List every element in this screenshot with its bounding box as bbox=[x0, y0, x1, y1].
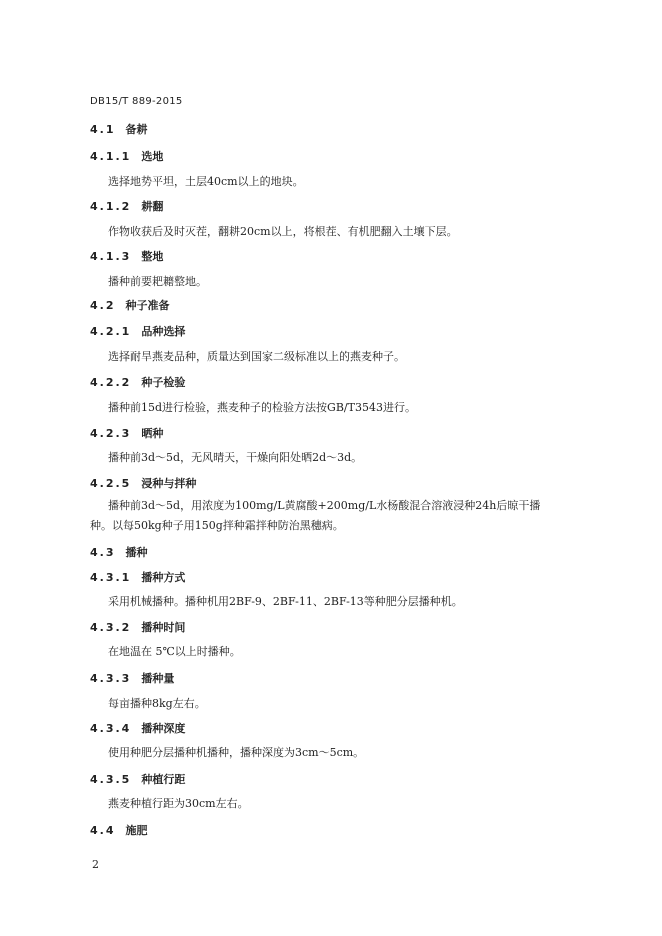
document-code: DB15/T 889-2015 bbox=[90, 96, 183, 107]
section-title: 种子检验 bbox=[141, 376, 186, 389]
section-title: 播种时间 bbox=[141, 621, 186, 634]
paragraph-4-3-4: 使用种肥分层播种机播种，播种深度为3cm～5cm。 bbox=[108, 746, 365, 759]
section-number: 4.1.3 bbox=[90, 250, 132, 263]
section-heading-4-2-1 bbox=[90, 326, 185, 337]
section-number: 4.2.3 bbox=[90, 427, 132, 440]
section-heading-4-2-2 bbox=[90, 377, 185, 388]
section-number: 4.3.5 bbox=[90, 773, 132, 786]
section-heading-4-2-5 bbox=[90, 478, 196, 489]
section-heading-4-1-3 bbox=[90, 251, 163, 262]
section-number: 4.3.1 bbox=[90, 571, 132, 584]
paragraph-4-2-5: 播种前3d～5d，用浓度为100mg/L黄腐酸+200mg/L水杨酸混合溶液浸种24h后晾干播种。以每50kg种子用150g拌种霜拌种防治黑穗病。 bbox=[90, 499, 541, 532]
paragraph-4-3-2: 在地温在 5℃以上时播种。 bbox=[108, 645, 241, 658]
paragraph-4-3-5: 燕麦种植行距为30cm左右。 bbox=[108, 797, 249, 810]
section-heading-4-1 bbox=[90, 124, 148, 135]
section-number: 4.2.5 bbox=[90, 477, 132, 490]
section-heading-4-3-4 bbox=[90, 723, 185, 734]
section-heading-4-2-3 bbox=[90, 428, 163, 439]
section-number: 4.1.1 bbox=[90, 150, 132, 163]
paragraph-4-2-1: 选择耐旱燕麦品种，质量达到国家二级标准以上的燕麦种子。 bbox=[108, 350, 405, 363]
section-heading-4-1-1 bbox=[90, 151, 163, 162]
section-heading-4-3-3 bbox=[90, 673, 174, 684]
paragraph-4-1-3: 播种前要耙耱整地。 bbox=[108, 275, 207, 288]
section-heading-4-3-1 bbox=[90, 572, 185, 583]
section-number: 4.2.2 bbox=[90, 376, 132, 389]
section-title: 耕翻 bbox=[141, 200, 164, 213]
section-title: 播种方式 bbox=[141, 571, 186, 584]
section-title: 种植行距 bbox=[141, 773, 186, 786]
section-number: 4.3.2 bbox=[90, 621, 132, 634]
paragraph-4-3-3: 每亩播种8kg左右。 bbox=[108, 697, 206, 710]
section-title: 施肥 bbox=[125, 824, 148, 837]
section-title: 整地 bbox=[141, 250, 164, 263]
section-title: 晒种 bbox=[141, 427, 164, 440]
section-title: 播种 bbox=[125, 546, 148, 559]
page-number: 2 bbox=[92, 858, 99, 871]
paragraph-4-1-1: 选择地势平坦，土层40cm以上的地块。 bbox=[108, 175, 304, 188]
section-heading-4-3 bbox=[90, 547, 148, 558]
paragraph-4-3-1: 采用机械播种。播种机用2BF-9、2BF-11、2BF-13等种肥分层播种机。 bbox=[108, 595, 463, 608]
section-title: 选地 bbox=[141, 150, 164, 163]
section-number: 4.1 bbox=[90, 123, 116, 136]
section-title: 种子准备 bbox=[125, 299, 170, 312]
section-heading-4-3-2 bbox=[90, 622, 185, 633]
section-heading-4-3-5 bbox=[90, 774, 185, 785]
paragraph-4-2-3: 播种前3d～5d，无风晴天，干燥向阳处晒2d～3d。 bbox=[108, 451, 363, 464]
paragraph-4-1-2: 作物收获后及时灭茬，翻耕20cm以上，将根茬、有机肥翻入土壤下层。 bbox=[108, 225, 458, 238]
section-number: 4.3.3 bbox=[90, 672, 132, 685]
section-title: 播种深度 bbox=[141, 722, 186, 735]
section-number: 4.2.1 bbox=[90, 325, 132, 338]
section-title: 浸种与拌种 bbox=[141, 477, 197, 490]
section-number: 4.4 bbox=[90, 824, 116, 837]
section-heading-4-2 bbox=[90, 300, 170, 311]
section-number: 4.1.2 bbox=[90, 200, 132, 213]
paragraph-4-2-2: 播种前15d进行检验，燕麦种子的检验方法按GB/T3543进行。 bbox=[108, 401, 416, 414]
section-number: 4.3 bbox=[90, 546, 116, 559]
section-title: 播种量 bbox=[141, 672, 175, 685]
section-number: 4.2 bbox=[90, 299, 116, 312]
section-heading-4-4 bbox=[90, 825, 148, 836]
section-number: 4.3.4 bbox=[90, 722, 132, 735]
section-title: 备耕 bbox=[125, 123, 148, 136]
section-heading-4-1-2 bbox=[90, 201, 163, 212]
section-title: 品种选择 bbox=[141, 325, 186, 338]
